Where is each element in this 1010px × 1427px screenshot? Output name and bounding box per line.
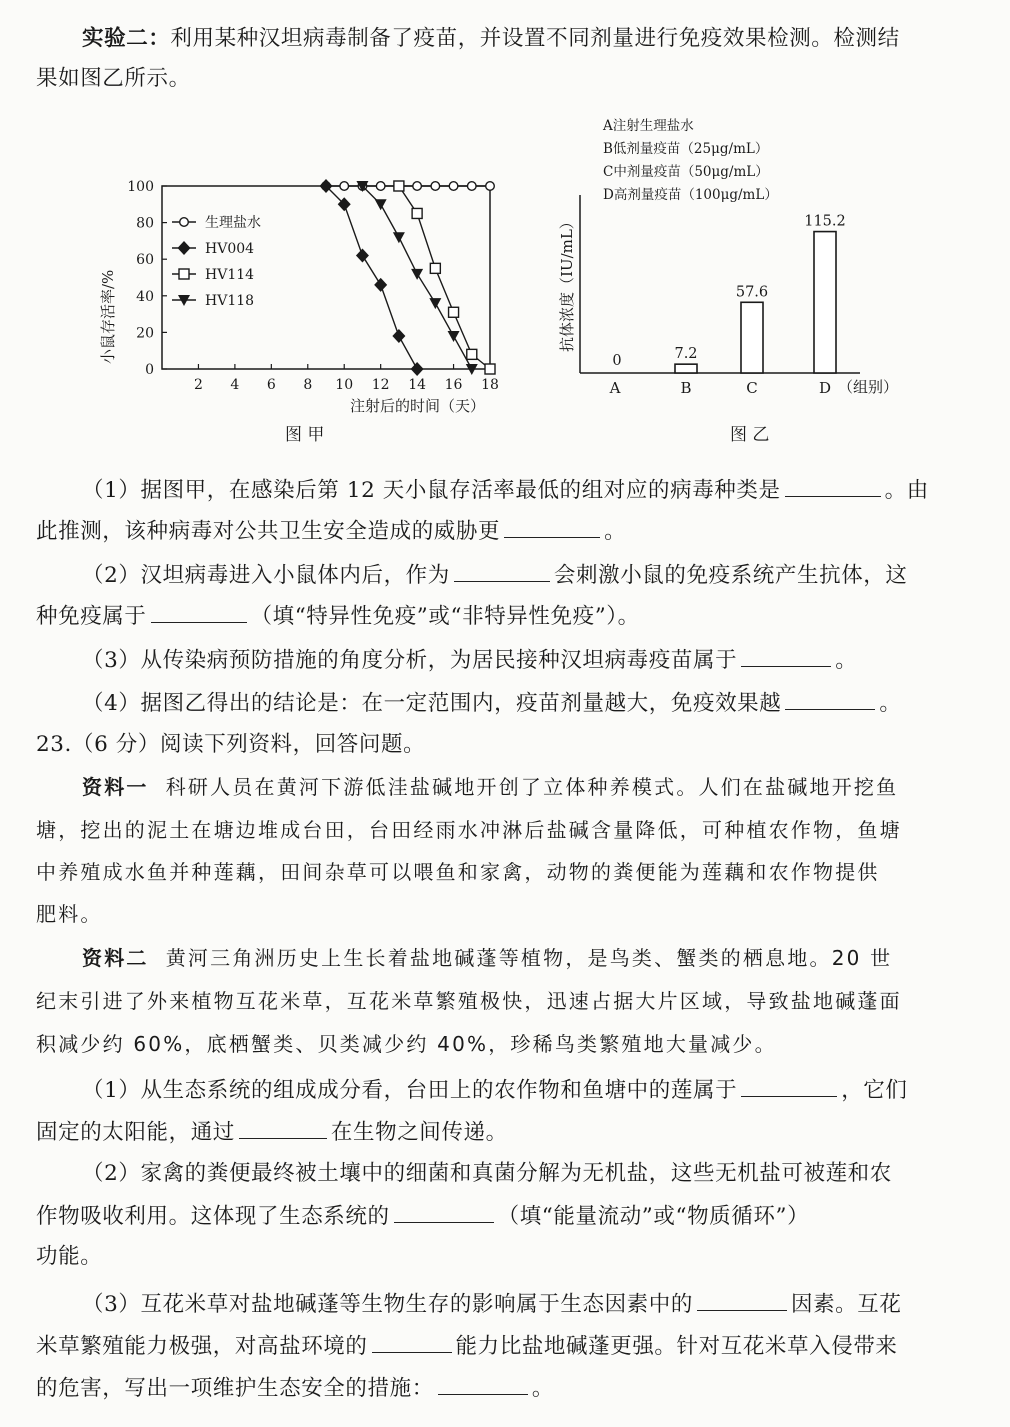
yi-xunit: （组别） — [838, 378, 899, 396]
jia-point — [411, 269, 423, 280]
material-1-line-1 — [82, 772, 980, 802]
q1-text-c: 此推测，该种病毒对公共卫生安全造成的威胁更 — [36, 519, 501, 544]
intro-text: 利用某种汉坦病毒制备了疫苗，并设置不同剂量进行免疫效果检测。检测结 — [170, 26, 900, 51]
jia-point — [412, 208, 422, 218]
s2-text-b: 作物吸收利用。这体现了生态系统的 — [36, 1204, 390, 1229]
jia-ytick-label: 100 — [127, 179, 154, 195]
material-2-line-1 — [82, 943, 980, 973]
jia-point — [356, 249, 369, 263]
jia-xtick-label: 14 — [408, 377, 427, 393]
yi-legend-b: B低剂量疫苗（25μg/mL） — [603, 141, 769, 157]
q4-text-a: （4）据图乙得出的结论是：在一定范围内，疫苗剂量越大，免疫效果越 — [82, 691, 782, 716]
jia-series — [320, 179, 496, 376]
jia-legend-label: HV004 — [205, 241, 255, 257]
jia-ytick-label: 20 — [136, 325, 154, 342]
material-1-line-3: 中养殖成水鱼并种莲藕，田间杂草可以喂鱼和家禽，动物的粪便能为莲藕和农作物提供 — [36, 860, 880, 884]
material-2-label: 资料二 — [82, 946, 149, 970]
yi-category-label-A: A — [609, 379, 621, 397]
jia-point — [392, 329, 405, 343]
s3-line-2 — [36, 1330, 980, 1362]
s3-text-e: 的危害，写出一项维护生态安全的措施： — [36, 1376, 434, 1401]
yi-bar-D — [814, 232, 836, 373]
jia-point — [430, 263, 440, 273]
jia-point — [340, 182, 349, 191]
s2-line-1: （2）家禽的粪便最终被土壤中的细菌和真菌分解为无机盐，这些无机盐可被莲和农 — [82, 1161, 892, 1186]
s3-line-3 — [36, 1372, 980, 1404]
jia-point — [486, 182, 495, 191]
jia-xtick-label: 4 — [230, 377, 240, 393]
jia-legend — [172, 214, 261, 309]
jia-xtick-label: 2 — [193, 377, 203, 393]
q4-blank[interactable] — [785, 687, 875, 710]
yi-bars — [609, 214, 846, 397]
q3-text-b: 。 — [835, 648, 858, 673]
jia-legend-label: HV114 — [205, 267, 255, 283]
s3-text-b: 因素。互花 — [790, 1292, 902, 1317]
jia-point — [431, 182, 440, 191]
material-2-text-1: 黄河三角洲历史上生长着盐地碱蓬等植物，是鸟类、蟹类的栖息地。20 世 — [165, 946, 893, 970]
q2-text-b: 会刺激小鼠的免疫系统产生抗体，这 — [553, 563, 908, 588]
q2-blank-1[interactable] — [454, 559, 550, 582]
intro-label: 实验二： — [82, 26, 171, 51]
q4-line — [82, 687, 980, 719]
q2-text-d: （填“特异性免疫”或“非特异性免疫”）。 — [250, 604, 640, 629]
s3-text-f: 。 — [531, 1376, 554, 1401]
q2-line-1 — [82, 559, 980, 591]
q1-blank-2[interactable] — [504, 515, 600, 538]
jia-ytick-label: 60 — [136, 252, 154, 269]
jia-xtick-label: 8 — [303, 377, 313, 393]
s2-line-3: 功能。 — [36, 1244, 103, 1269]
jia-xtick-label: 12 — [371, 377, 390, 393]
jia-point — [449, 307, 459, 317]
q1-text-a: （1）据图甲，在感染后第 12 天小鼠存活率最低的组对应的病毒种类是 — [82, 478, 781, 503]
material-1-text-1: 科研人员在黄河下游低洼盐碱地开创了立体种养模式。人们在盐碱地开挖鱼 — [165, 775, 899, 799]
s3-blank-1[interactable] — [697, 1288, 787, 1311]
material-1-label: 资料一 — [82, 775, 149, 799]
jia-ytick-label: 80 — [136, 215, 154, 232]
s3-text-c: 米草繁殖能力极强，对高盐环境的 — [36, 1334, 368, 1359]
yi-bar-B — [675, 364, 697, 373]
jia-point — [375, 199, 387, 210]
jia-xtick-label: 6 — [266, 377, 276, 393]
yi-category-label-C: C — [746, 379, 758, 397]
yi-category-label-B: B — [680, 379, 692, 397]
jia-legend-marker — [179, 269, 189, 279]
s3-blank-3[interactable] — [438, 1372, 528, 1395]
jia-point — [467, 349, 477, 359]
q3-blank[interactable] — [741, 644, 831, 667]
yi-caption: 图 乙 — [730, 425, 770, 445]
q3-text-a: （3）从传染病预防措施的角度分析，为居民接种汉坦病毒疫苗属于 — [82, 648, 738, 673]
jia-point — [467, 182, 476, 191]
jia-point — [448, 331, 460, 342]
material-1-line-4: 肥料。 — [36, 902, 103, 926]
yi-value-label-A: 0 — [612, 353, 622, 369]
jia-point — [394, 181, 404, 191]
yi-value-label-C: 57.6 — [735, 284, 769, 301]
yi-category-label-D: D — [818, 379, 832, 397]
s1-line-2 — [36, 1116, 980, 1148]
q2-line-2 — [36, 600, 980, 632]
intro-line-1 — [82, 24, 980, 54]
q2-text-a: （2）汉坦病毒进入小鼠体内后，作为 — [82, 563, 450, 588]
q1-text-b: 。由 — [884, 478, 929, 503]
material-2-line-3: 积减少约 60%，底栖蟹类、贝类减少约 40%，珍稀鸟类繁殖地大量减少。 — [36, 1032, 777, 1056]
jia-point — [374, 278, 387, 292]
q1-blank-1[interactable] — [785, 474, 881, 497]
jia-point — [429, 298, 441, 309]
q23-title: 23.（6 分）阅读下列资料，回答问题。 — [36, 732, 426, 757]
s3-text-d: 能力比盐地碱蓬更强。针对互花米草入侵带来 — [455, 1334, 898, 1359]
yi-ylabel: 抗体浓度（IU/mL） — [558, 214, 576, 352]
material-2-line-2: 纪末引进了外来植物互花米草，互花米草繁殖极快，迅速占据大片区域，导致盐地碱蓬面 — [36, 989, 902, 1013]
q2-text-c: 种免疫属于 — [36, 604, 147, 629]
q4-text-b: 。 — [879, 691, 902, 716]
yi-legend-a: A注射生理盐水 — [603, 118, 694, 134]
jia-point — [393, 232, 405, 243]
jia-caption: 图 甲 — [285, 425, 325, 445]
figure-jia — [99, 179, 499, 445]
figures — [0, 100, 1010, 460]
jia-xlabel: 注射后的时间（天） — [350, 397, 486, 415]
q2-blank-2[interactable] — [151, 600, 247, 623]
s1-text-d: 在生物之间传递。 — [330, 1120, 508, 1145]
jia-ytick-label: 40 — [136, 288, 154, 305]
q3-line — [82, 644, 980, 676]
jia-xtick-label: 16 — [444, 377, 463, 393]
q1-text-d: 。 — [604, 519, 627, 544]
jia-point — [411, 362, 424, 376]
jia-xtick-label: 10 — [335, 377, 354, 393]
yi-legend-d: D高剂量疫苗（100μg/mL） — [603, 187, 778, 203]
jia-legend-marker — [180, 218, 189, 227]
s1-text-c: 固定的太阳能，通过 — [36, 1120, 235, 1145]
s2-text-c: （填“能量流动”或“物质循环”） — [497, 1204, 810, 1229]
yi-bar-C — [741, 302, 763, 373]
yi-value-label-B: 7.2 — [674, 346, 698, 363]
s2-line-2 — [36, 1200, 980, 1232]
yi-value-label-D: 115.2 — [804, 213, 846, 230]
jia-legend-label: 生理盐水 — [205, 215, 261, 231]
material-1-line-2: 塘，挖出的泥土在塘边堆成台田，台田经雨水冲淋后盐碱含量降低，可种植农作物，鱼塘 — [36, 818, 902, 842]
jia-legend-label: HV118 — [205, 293, 255, 309]
s1-line-1 — [82, 1074, 980, 1106]
s1-text-b: ，它们 — [841, 1078, 908, 1103]
jia-legend-marker — [178, 241, 191, 255]
s1-blank-1[interactable] — [741, 1074, 837, 1097]
s3-blank-2[interactable] — [372, 1330, 452, 1353]
jia-xtick-label: 18 — [481, 377, 499, 393]
jia-point — [449, 182, 458, 191]
s3-text-a: （3）互花米草对盐地碱蓬等生物生存的影响属于生态因素中的 — [82, 1292, 693, 1317]
jia-ytick-label: 0 — [145, 362, 154, 378]
s3-line-1 — [82, 1288, 980, 1320]
s1-text-a: （1）从生态系统的组成成分看，台田上的农作物和鱼塘中的莲属于 — [82, 1078, 738, 1103]
yi-legend-c: C中剂量疫苗（50μg/mL） — [603, 164, 769, 180]
intro-line-2: 果如图乙所示。 — [36, 66, 191, 91]
figure-yi — [558, 117, 898, 445]
jia-series-line-1 — [326, 186, 417, 369]
q1-line-1 — [82, 474, 980, 506]
s1-blank-2[interactable] — [239, 1116, 327, 1139]
jia-point — [485, 364, 495, 374]
jia-point — [413, 182, 422, 191]
jia-ylabel: 小鼠存活率/% — [99, 269, 117, 364]
jia-point — [376, 182, 385, 191]
s2-blank[interactable] — [394, 1200, 494, 1223]
q1-line-2 — [36, 515, 980, 547]
